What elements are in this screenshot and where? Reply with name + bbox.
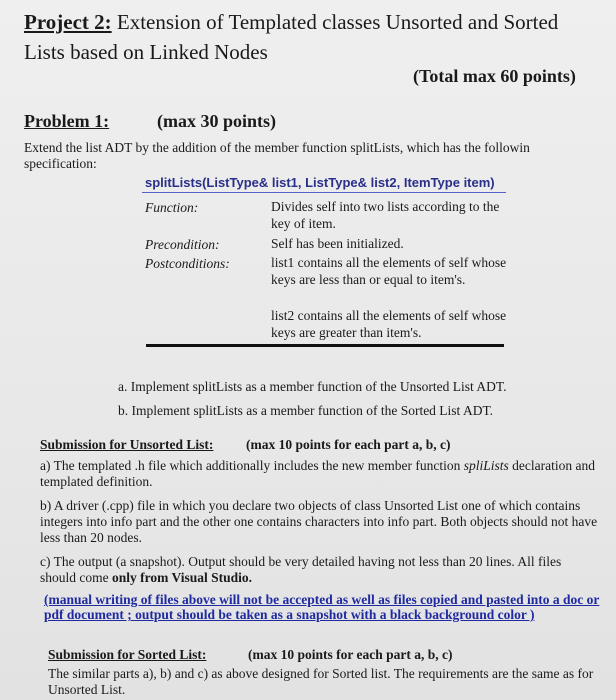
intro-line1: Extend the list ADT by the addition of the member function splitLists, which has the followin bbox=[24, 140, 530, 155]
unsorted-note-line1: (manual writing of files above will not be accepted as well as files copied and pasted into a doc or bbox=[44, 592, 600, 607]
page-title bbox=[24, 10, 558, 34]
unsorted-c-line2: should come only from Visual Studio. bbox=[40, 570, 253, 585]
task-a: a. Implement splitLists as a member function of the Unsorted List ADT. bbox=[118, 379, 507, 394]
unsorted-c-line1: c) The output (a snapshot). Output should be very detailed having not less than 20 lines. All files bbox=[40, 554, 562, 569]
postcondition-list1: list1 contains all the elements of self whose keys are less than or equal to item's. bbox=[271, 255, 507, 287]
function-signature: splitLists(ListType& list1, ListType& list2, ItemType item) bbox=[145, 175, 495, 190]
unsorted-b-line3: less than 20 nodes. bbox=[40, 530, 142, 545]
unsorted-b-line1: b) A driver (.cpp) file in which you declare two objects of class Unsorted List one of which contains bbox=[40, 498, 581, 513]
postconditions-label: Postconditions: bbox=[145, 256, 230, 271]
project-label: Project 2: bbox=[24, 10, 112, 34]
unsorted-a-line2: templated definition. bbox=[40, 474, 153, 489]
unsorted-heading: Submission for Unsorted List: bbox=[40, 437, 214, 452]
unsorted-points: (max 10 points for each part a, b, c) bbox=[246, 437, 451, 452]
postcondition-list2: list2 contains all the elements of self whose keys are greater than item's. bbox=[271, 308, 507, 340]
intro-line2: specification: bbox=[24, 156, 97, 171]
spec-divider bbox=[146, 344, 504, 347]
signature-underline bbox=[142, 192, 506, 193]
unsorted-note-line2: pdf document ; output should be taken as a snapshot with a black background color ) bbox=[44, 607, 535, 622]
problem-label: Problem 1: bbox=[24, 111, 110, 131]
title-line1: Extension of Templated classes Unsorted and Sorted bbox=[111, 10, 559, 34]
total-points: (Total max 60 points) bbox=[413, 66, 576, 86]
sorted-line1: The similar parts a), b) and c) as above designed for Sorted list. The requirements are the same as for bbox=[48, 666, 594, 681]
problem-points: (max 30 points) bbox=[157, 111, 277, 131]
sorted-heading: Submission for Sorted List: bbox=[48, 647, 207, 662]
sorted-points: (max 10 points for each part a, b, c) bbox=[248, 647, 453, 662]
unsorted-b-line2: integers into info part and the other one contains characters into info part. Both objects should not have bbox=[40, 514, 598, 529]
function-label: Function: bbox=[145, 200, 199, 215]
precondition-description: Self has been initialized. bbox=[271, 236, 404, 251]
function-description: Divides self into two lists according to the key of item. bbox=[271, 199, 500, 231]
precondition-label: Precondition: bbox=[145, 237, 220, 252]
title-line2: Lists based on Linked Nodes bbox=[24, 40, 268, 64]
unsorted-a-line1: a) The templated .h file which additionally includes the new member function spliLists declaration and bbox=[40, 458, 595, 473]
sorted-line2: Unsorted List. bbox=[48, 682, 126, 697]
task-b: b. Implement splitLists as a member function of the Sorted List ADT. bbox=[118, 403, 494, 418]
